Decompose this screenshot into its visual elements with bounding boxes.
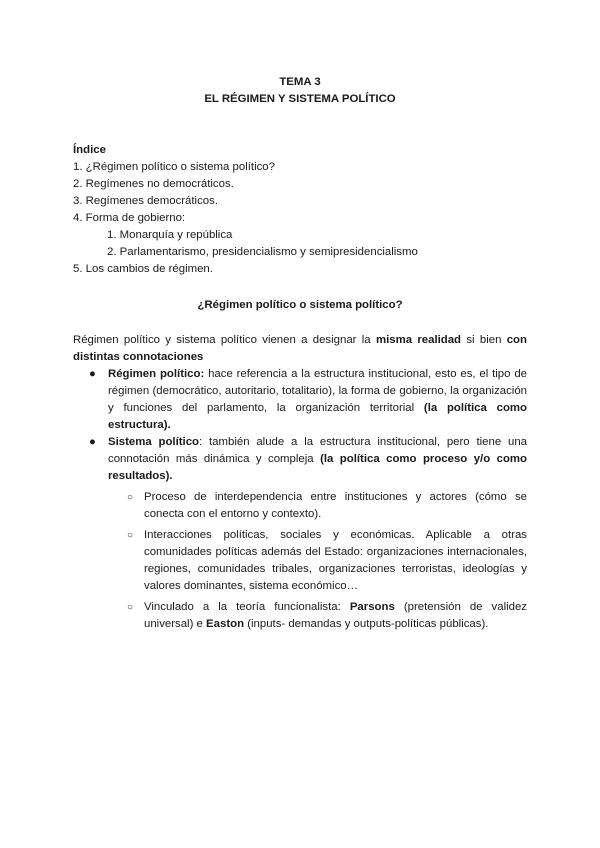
bullet-marker: ● — [89, 368, 96, 380]
sub-item-text: Interacciones políticas, sociales y económicas. Aplicable a otras comunidades políticas además del Estado: organizaciones internacionales, regiones, comunidades tribales, organizaciones terroristas, ideologías y valores dominantes, sistema económico… — [144, 529, 527, 592]
bullet-marker: ● — [89, 436, 96, 448]
sistema-label: Sistema político — [108, 436, 200, 448]
index-item: 3. Regímenes democráticos. — [73, 195, 218, 207]
author-name: Parsons — [349, 601, 395, 613]
list-item-sistema — [73, 434, 527, 633]
sub-list-item — [108, 599, 527, 633]
circle-marker: ○ — [127, 602, 134, 613]
index-subitem: 1. Monarquía y república — [107, 229, 233, 241]
sub-item-text: (pretensión de validez universal) e — [144, 601, 528, 630]
index-item: 5. Los cambios de régimen. — [73, 263, 213, 275]
tema-label: TEMA 3 — [279, 76, 321, 88]
index-section — [73, 142, 533, 278]
sistema-sublist — [108, 489, 527, 633]
circle-marker: ○ — [127, 492, 134, 503]
list-item-regimen — [73, 366, 527, 434]
index-subitem: 2. Parlamentarismo, presidencialismo y semipresidencialismo — [107, 246, 418, 258]
regimen-label: Régimen político: — [108, 368, 205, 380]
index-item: 4. Forma de gobierno: — [73, 212, 186, 224]
tema-title: EL RÉGIMEN Y SISTEMA POLÍTICO — [204, 93, 396, 105]
author-name: Easton — [206, 618, 245, 630]
sub-item-text: Vinculado a la teoría funcionalista: — [144, 601, 350, 613]
document-title — [0, 74, 600, 108]
intro-text: Régimen político y sistema político vienen a designar la — [73, 334, 376, 346]
intro-bold: con distintas connotaciones — [73, 334, 527, 363]
intro-paragraph — [73, 332, 527, 366]
index-heading: Índice — [73, 144, 106, 156]
index-item: 2. Regímenes no democráticos. — [73, 178, 234, 190]
index-item: 1. ¿Régimen político o sistema político? — [73, 161, 275, 173]
sub-list-item — [108, 527, 527, 599]
regimen-text: hace referencia a la estructura institucional, esto es, el tipo de régimen (democrático, autoritario, totalitario), la forma de gobierno, la organización y funciones del parlamento, la organización territorial — [108, 368, 527, 414]
sistema-bold: (la política como proceso y/o como resultados). — [108, 453, 527, 482]
intro-bold: misma realidad — [375, 334, 462, 346]
sistema-text: : también alude a la estructura institucional, pero tiene una connotación más dinámica y compleja — [108, 436, 527, 465]
sub-item-text: (inputs- demandas y outputs-políticas públicas). — [244, 618, 489, 630]
section-heading: ¿Régimen político o sistema político? — [197, 299, 403, 311]
definition-list — [73, 366, 527, 633]
intro-text: si bien — [461, 334, 507, 346]
sub-item-text: Proceso de interdependencia entre instituciones y actores (cómo se conecta con el entorno y contexto). — [144, 491, 527, 520]
sub-list-item — [108, 489, 527, 527]
circle-marker: ○ — [127, 530, 134, 541]
regimen-bold: (la política como estructura). — [108, 402, 527, 431]
